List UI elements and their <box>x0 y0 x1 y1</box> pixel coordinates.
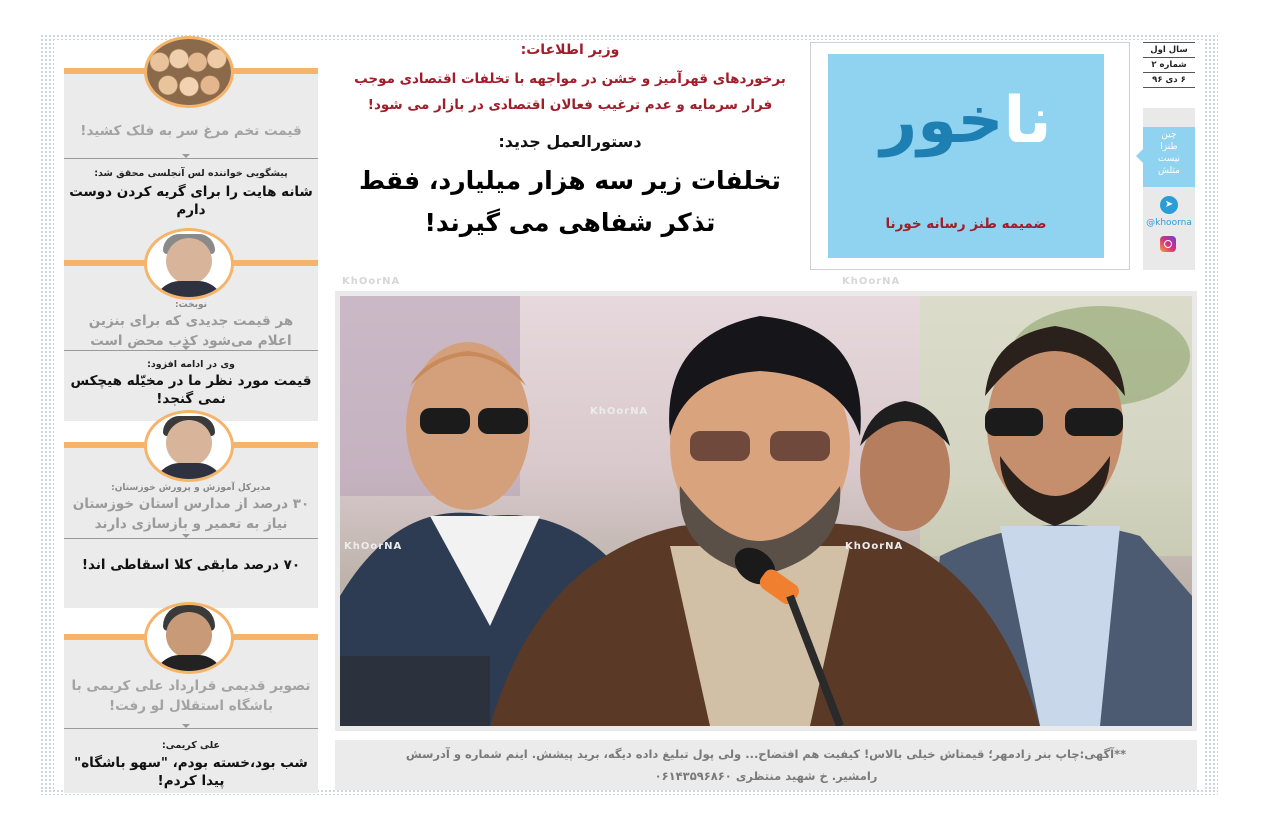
ad-line-2: رامشیر. خ شهید منتظری ۰۶۱۴۳۵۹۶۸۶۰ <box>654 769 878 783</box>
education-headline: ۷۰ درصد مابقی کلا اسقاطی اند! <box>81 557 301 573</box>
watermark: KhOorNA <box>590 406 649 417</box>
main-photo <box>340 296 1192 726</box>
divider <box>64 538 318 539</box>
issue-year: سال اول <box>1143 42 1195 57</box>
logo-wordmark-rest: خور <box>880 84 1004 158</box>
nobakht-faded-headline: هر قیمت جدیدی که برای بنزین اعلام می‌شود کذب محض است <box>88 313 294 349</box>
main-photo-illustration <box>340 296 1192 726</box>
nobakht-portrait <box>144 228 234 300</box>
headline-lead-1: برخوردهای قهرآمیز و خشن در مواجهه با تخلفات اقتصادی موجب فرار سرمایه و عدم ترغیب فعالان اقتصادی در بازار می شود! <box>354 71 786 113</box>
education-faded-headline: ۳۰ درصد از مدارس استان خوزستان نیاز به تعمیر و بازسازی دارند <box>72 496 310 532</box>
nobakht-headline: قیمت مورد نظر ما در مخیّله هیچکس نمی گنجد! <box>70 373 312 407</box>
karimi-kicker: علی کریمی: <box>161 740 221 751</box>
singer-kicker: پیشگویی خواننده لس آنجلسی محقق شد: <box>94 168 288 179</box>
advertisement-box <box>335 740 1197 790</box>
telegram-icon[interactable]: ➤ <box>1160 196 1178 214</box>
sidebar-column <box>64 38 318 793</box>
watermark: KhOorNA <box>344 541 403 552</box>
logo-wordmark-first: نا <box>1003 84 1052 158</box>
issue-date: ۶ دی ۹۶ <box>1143 72 1195 88</box>
logo-wordmark <box>828 84 1104 158</box>
singer-headline: شانه هایت را برای گریه کردن دوست دارم <box>69 184 313 218</box>
headline-kicker-1: وزیر اطلاعات: <box>520 42 620 58</box>
instagram-icon[interactable] <box>1160 236 1176 252</box>
watermark: KhOorNA <box>342 276 401 287</box>
dotted-border-right <box>1204 38 1218 791</box>
ad-line-1: **آگهی:چاپ بنر زادمهر؛ قیمتاش خیلی بالاس! کیفیت هم افتضاح... ولی پول تبلیغ داده دیگه، برید پیشش. اینم شماره و آدرسش <box>405 747 1127 761</box>
divider <box>64 728 318 729</box>
education-kicker: مدیرکل آموزش و پرورش خوزستان: <box>111 483 271 493</box>
headline-kicker-2: دستورالعمل جدید: <box>498 132 642 151</box>
logo-subtitle: ضمیمه طنز رسانه خورنا <box>885 216 1047 232</box>
telegram-handle[interactable]: @khoorna <box>1146 218 1192 228</box>
nobakht-kicker-2: وی در ادامه افزود: <box>147 359 235 370</box>
main-headline: تخلفات زیر سه هزار میلیارد، فقط تذکر شفاهی می گیرند! <box>359 166 781 237</box>
watermark: KhOorNA <box>842 276 901 287</box>
eggs-faded-headline: قیمت تخم مرغ سر به فلک کشید! <box>80 123 302 139</box>
karimi-faded-headline: تصویر قدیمی قرارداد علی کریمی با باشگاه استقلال لو رفت! <box>71 678 311 714</box>
divider <box>64 350 318 351</box>
divider <box>64 158 318 159</box>
eggs-photo <box>144 36 234 108</box>
issue-info <box>1143 42 1195 88</box>
karimi-headline: شب بود،خسته بودم، "سهو باشگاه" پیدا کردم! <box>74 755 308 789</box>
official-portrait <box>144 410 234 482</box>
dotted-border-left <box>40 38 54 791</box>
karimi-portrait <box>144 602 234 674</box>
tagline-badge: چین طنزا نیست مثلش <box>1143 127 1195 187</box>
nobakht-kicker: نوبخت: <box>174 300 207 310</box>
watermark: KhOorNA <box>845 541 904 552</box>
issue-number: شماره ۲ <box>1143 57 1195 72</box>
